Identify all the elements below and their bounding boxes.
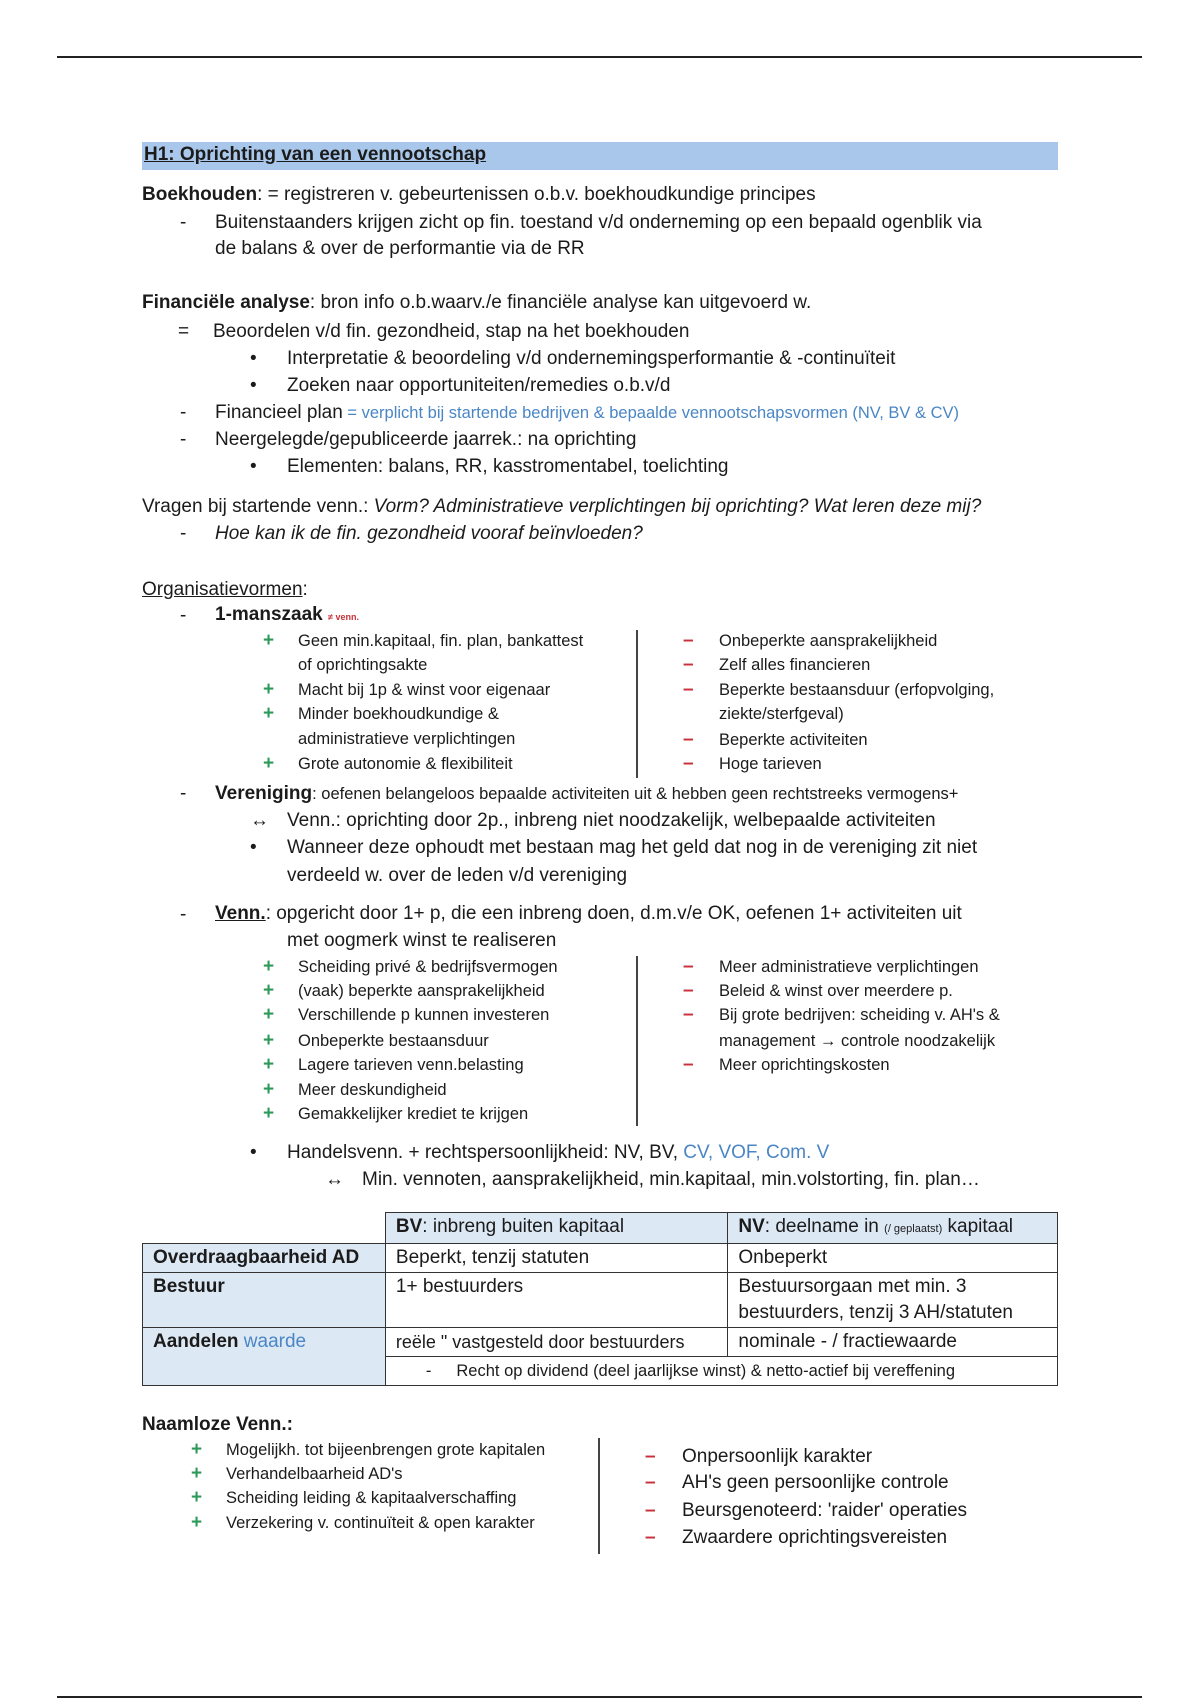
- nv-pro: Scheiding leiding & kapitaalverschaffing: [226, 1489, 517, 1507]
- vereniging-dot-1: Wanneer deze ophoudt met bestaan mag het geld dat nog in de vereniging zit niet: [287, 837, 978, 858]
- shared-text: Recht op dividend (deel jaarlijkse winst) & netto-actief bij vereffening: [456, 1362, 956, 1380]
- bv-header: [385, 1213, 728, 1244]
- minus-icon: –: [683, 654, 694, 675]
- nv-cell: [728, 1273, 1058, 1328]
- minus-icon: –: [683, 980, 694, 1001]
- eq-marker: =: [178, 321, 190, 342]
- row-label: Bestuur: [143, 1273, 386, 1328]
- venn-pro: (vaak) beperkte aansprakelijkheid: [298, 982, 545, 1000]
- table-header-row: [143, 1213, 1058, 1244]
- nv-label: NV: [738, 1216, 765, 1237]
- nv-text: : deelname in: [764, 1216, 885, 1237]
- nv-con: Beursgenoteerd: 'raider' operaties: [682, 1500, 968, 1521]
- vragen-line: [142, 495, 981, 519]
- venn-pro: Onbeperkte bestaansduur: [298, 1032, 489, 1050]
- boekhouden-bullet-1: Buitenstaanders krijgen zicht op fin. toestand v/d onderneming op een bepaald ogenblik via: [215, 212, 982, 233]
- dash-marker: -: [180, 212, 187, 233]
- minus-icon: –: [645, 1446, 656, 1467]
- bullet-dot: •: [250, 375, 257, 396]
- dash-marker: -: [180, 783, 187, 804]
- nv-pro: Verhandelbaarheid AD's: [226, 1465, 403, 1483]
- plus-icon: +: [191, 1463, 203, 1484]
- handelsvenn-line: [287, 1141, 829, 1165]
- shared-marker: -: [425, 1362, 432, 1380]
- nv-cell: nominale - / fractiewaarde: [728, 1328, 1058, 1357]
- bottom-rule: [57, 1696, 1142, 1698]
- row-label: [143, 1328, 386, 1386]
- venn-con: management → controle noodzakelijk: [719, 1032, 996, 1050]
- org-heading: Organisatievormen: [142, 579, 303, 600]
- nv-cell: Onbeperkt: [728, 1244, 1058, 1273]
- shared-cell: [385, 1357, 1057, 1386]
- manszaak-label: 1-manszaak: [215, 604, 323, 625]
- manszaak-con: Hoge tarieven: [719, 755, 822, 773]
- nv-small: (/ geplaatst): [884, 1223, 943, 1235]
- row-label: Overdraagbaarheid AD: [143, 1244, 386, 1273]
- venn-pro: Verschillende p kunnen investeren: [298, 1006, 550, 1024]
- minus-icon: –: [683, 630, 694, 651]
- financieel-plan-note: = verplicht bij startende bedrijven & bepaalde vennootschapsvormen (NV, BV & CV): [342, 404, 960, 422]
- financieel-plan-label: Financieel plan: [215, 402, 343, 423]
- plus-icon: +: [263, 630, 275, 651]
- venn-pro: Scheiding privé & bedrijfsvermogen: [298, 958, 558, 976]
- elementen-line: Elementen: balans, RR, kasstromentabel, toelichting: [287, 456, 729, 477]
- nv-con: Zwaardere oprichtingsvereisten: [682, 1527, 948, 1548]
- venn-con: Meer administratieve verplichtingen: [719, 958, 979, 976]
- plus-icon: +: [263, 1004, 275, 1025]
- handelsvenn-blue: CV, VOF, Com. V: [683, 1142, 830, 1163]
- fin-analyse-dot-1: Interpretatie & beoordeling v/d ondernemingsperformantie & -continuïteit: [287, 348, 896, 369]
- min-line: Min. vennoten, aansprakelijkheid, min.kapitaal, min.volstorting, fin. plan…: [362, 1169, 980, 1190]
- boekhouden-term: Boekhouden: [142, 184, 258, 205]
- nv-con: Onpersoonlijk karakter: [682, 1446, 873, 1467]
- venn-def-1: : opgericht door 1+ p, die een inbreng doen, d.m.v/e OK, oefenen 1+ activiteiten uit: [265, 903, 962, 924]
- venn-pro: Gemakkelijker krediet te krijgen: [298, 1105, 529, 1123]
- venn-pro: Meer deskundigheid: [298, 1081, 447, 1099]
- manszaak-note: ≠ venn.: [328, 612, 359, 622]
- table-row: [143, 1328, 1058, 1357]
- minus-icon: –: [683, 1054, 694, 1075]
- venn-label: Venn.: [215, 903, 266, 924]
- plus-icon: +: [263, 753, 275, 774]
- nv-heading: Naamloze Venn.:: [142, 1414, 293, 1435]
- top-rule: [57, 56, 1142, 58]
- bullet-dot: •: [250, 348, 257, 369]
- plus-icon: +: [263, 679, 275, 700]
- fin-analyse-dot-2: Zoeken naar opportuniteiten/remedies o.b.v/d: [287, 375, 671, 396]
- nv-pro: Verzekering v. continuïteit & open karakter: [226, 1514, 535, 1532]
- plus-icon: +: [263, 1103, 275, 1124]
- manszaak-pro: administratieve verplichtingen: [298, 730, 516, 748]
- plus-icon: +: [263, 956, 275, 977]
- manszaak-pro: Geen min.kapitaal, fin. plan, bankattest: [298, 632, 584, 650]
- table-corner: [143, 1213, 386, 1244]
- plus-icon: +: [263, 703, 275, 724]
- nv-tail: kapitaal: [942, 1216, 1014, 1237]
- venn-con: Beleid & winst over meerdere p.: [719, 982, 953, 1000]
- org-heading-colon: :: [302, 579, 308, 600]
- dash-marker: -: [180, 402, 187, 423]
- manszaak-line: [215, 603, 359, 629]
- plus-icon: +: [263, 980, 275, 1001]
- boekhouden-bullet-2: de balans & over de performantie via de RR: [215, 238, 585, 259]
- bv-cell: 1+ bestuurders: [385, 1273, 728, 1328]
- bv-text: : inbreng buiten kapitaal: [422, 1216, 625, 1237]
- bv-nv-table: [142, 1212, 1058, 1386]
- dash-marker: -: [180, 904, 187, 925]
- table-row: [143, 1273, 1058, 1328]
- financieel-plan-line: [215, 401, 959, 425]
- bullet-dot: •: [250, 456, 257, 477]
- vereniging-arrow-text: Venn.: oprichting door 2p., inbreng niet noodzakelijk, welbepaalde activiteiten: [287, 810, 936, 831]
- manszaak-con: Beperkte activiteiten: [719, 731, 868, 749]
- column-divider: [598, 1438, 600, 1554]
- minus-icon: –: [683, 753, 694, 774]
- bullet-dot: •: [250, 837, 257, 858]
- bv-cell: Beperkt, tenzij statuten: [385, 1244, 728, 1273]
- aandelen-waarde: waarde: [238, 1331, 307, 1352]
- venn-con: Bij grote bedrijven: scheiding v. AH's &: [719, 1006, 1000, 1024]
- org-heading-line: [142, 578, 308, 602]
- column-divider: [636, 630, 638, 778]
- vragen-questions: Vorm? Administratieve verplichtingen bij oprichting? Wat leren deze mij?: [373, 496, 982, 517]
- fin-analyse-def: : bron info o.b.waarv./e financiële analyse kan uitgevoerd w.: [309, 292, 812, 313]
- vragen-prefix: Vragen bij startende venn.:: [142, 496, 374, 517]
- minus-icon: –: [683, 1004, 694, 1025]
- vereniging-dot-2: verdeeld w. over de leden v/d vereniging: [287, 865, 628, 886]
- plus-icon: +: [263, 1079, 275, 1100]
- boekhouden-def: : = registreren v. gebeurtenissen o.b.v. boekhoudkundige principes: [257, 184, 816, 205]
- vragen-sub: Hoe kan ik de fin. gezondheid vooraf beïnvloeden?: [215, 523, 643, 544]
- venn-pro: Lagere tarieven venn.belasting: [298, 1056, 524, 1074]
- plus-icon: +: [191, 1487, 203, 1508]
- manszaak-pro: of oprichtingsakte: [298, 656, 428, 674]
- page-title: H1: Oprichting van een vennootschap: [144, 144, 487, 165]
- aandelen-label: Aandelen: [153, 1331, 239, 1352]
- nv-pro: Mogelijkh. tot bijeenbrengen grote kapitalen: [226, 1441, 546, 1459]
- table-row: [143, 1244, 1058, 1273]
- nv-cell-line: Bestuursorgaan met min. 3: [738, 1276, 967, 1297]
- dash-marker: -: [180, 605, 187, 626]
- manszaak-con: ziekte/sterfgeval): [719, 705, 844, 723]
- arrow-icon: ↔: [325, 1169, 344, 1190]
- section-title-bar: [142, 142, 1058, 170]
- manszaak-con: Onbeperkte aansprakelijkheid: [719, 632, 938, 650]
- manszaak-pro: Grote autonomie & flexibiliteit: [298, 755, 513, 773]
- vereniging-line: [215, 782, 958, 806]
- plus-icon: +: [191, 1512, 203, 1533]
- bv-cell: reële " vastgesteld door bestuurders: [385, 1328, 728, 1357]
- dash-marker: -: [180, 429, 187, 450]
- manszaak-con: Zelf alles financieren: [719, 656, 871, 674]
- arrow-icon: ↔: [250, 810, 269, 831]
- handelsvenn-prefix: Handelsvenn. + rechtspersoonlijkheid: NV, BV,: [287, 1142, 684, 1163]
- nv-cell-line: bestuurders, tenzij 3 AH/statuten: [738, 1302, 1013, 1323]
- vereniging-label: Vereniging: [215, 783, 313, 804]
- vereniging-def: : oefenen belangeloos bepaalde activiteiten uit & hebben geen rechtstreeks vermogens+: [312, 785, 959, 803]
- bv-label: BV: [395, 1216, 423, 1237]
- minus-icon: –: [683, 679, 694, 700]
- minus-icon: –: [645, 1527, 656, 1548]
- nv-con: AH's geen persoonlijke controle: [682, 1472, 949, 1493]
- venn-line: [215, 902, 962, 926]
- fin-analyse-term: Financiële analyse: [142, 292, 310, 313]
- minus-icon: –: [645, 1472, 656, 1493]
- nv-header: [728, 1213, 1058, 1244]
- jaarrek-line: Neergelegde/gepubliceerde jaarrek.: na oprichting: [215, 429, 637, 450]
- manszaak-pro: Minder boekhoudkundige &: [298, 705, 499, 723]
- minus-icon: –: [683, 729, 694, 750]
- venn-def-2: met oogmerk winst te realiseren: [287, 930, 557, 951]
- manszaak-pro: Macht bij 1p & winst voor eigenaar: [298, 681, 551, 699]
- manszaak-con: Beperkte bestaansduur (erfopvolging,: [719, 681, 995, 699]
- plus-icon: +: [263, 1054, 275, 1075]
- minus-icon: –: [683, 956, 694, 977]
- venn-con: Meer oprichtingskosten: [719, 1056, 890, 1074]
- boekhouden-line: [142, 183, 816, 207]
- plus-icon: +: [263, 1030, 275, 1051]
- minus-icon: –: [645, 1500, 656, 1521]
- dash-marker: -: [180, 523, 187, 544]
- fin-analyse-line: [142, 291, 811, 315]
- plus-icon: +: [191, 1439, 203, 1460]
- eq-text: Beoordelen v/d fin. gezondheid, stap na het boekhouden: [213, 321, 690, 342]
- bullet-dot: •: [250, 1142, 257, 1163]
- column-divider: [636, 956, 638, 1126]
